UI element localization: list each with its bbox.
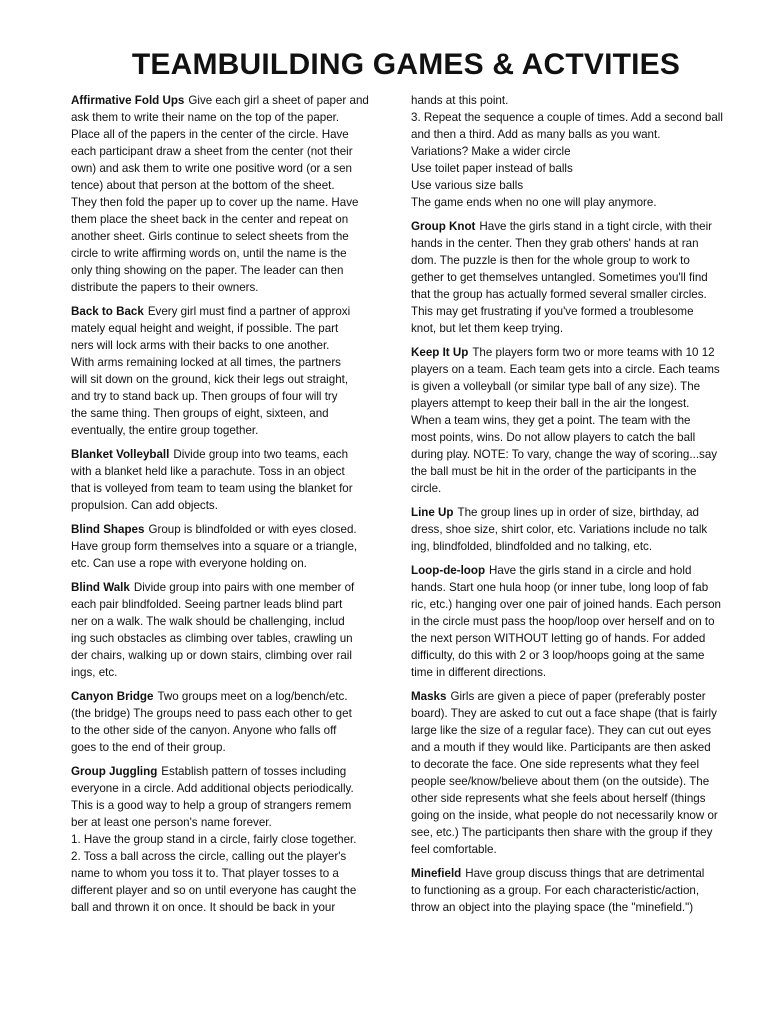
activity-text-line: gether to get themselves untangled. Sometimes you'll find	[411, 271, 708, 284]
continued-text-line: hands at this point.	[411, 94, 509, 107]
activity-text-line: another sheet. Girls continue to select sheets from the	[71, 230, 349, 243]
activity-description: Two groups meet on a log/bench/etc.	[157, 690, 348, 703]
activity-text-line: ners will lock arms with their backs to one another.	[71, 339, 330, 352]
activity-text-line: people see/know/believe about them (on the outside). The	[411, 775, 710, 788]
activity-description: The group lines up in order of size, birthday, ad	[457, 506, 699, 519]
activity-text-line: knot, but let them keep trying.	[411, 322, 564, 335]
continued-text-line: Variations? Make a wider circle	[411, 145, 571, 158]
activity-text-line: that the group has actually formed several smaller circles.	[411, 288, 707, 301]
activity-text-line: circle.	[411, 482, 442, 495]
activity-text-line	[411, 562, 741, 579]
activity-text-line: board). They are asked to cut out a face shape (that is fairly	[411, 707, 717, 720]
activity-text-line: ings, etc.	[71, 666, 118, 679]
activity-text-line	[71, 446, 383, 463]
activity-term: Masks	[411, 690, 447, 703]
activity-description: Group is blindfolded or with eyes closed.	[148, 523, 357, 536]
activity-description: Establish pattern of tosses including	[161, 765, 347, 778]
activity-text-line	[411, 865, 741, 882]
activity-text-line: is given a volleyball (or similar type ball of any size). The	[411, 380, 701, 393]
activity-term: Line Up	[411, 506, 454, 519]
activity-text-line: mately equal height and weight, if possible. The part	[71, 322, 339, 335]
activity-term: Canyon Bridge	[71, 690, 154, 703]
activity-text-line: the same thing. Then groups of eight, sixteen, and	[71, 407, 329, 420]
activity-description: Divide group into two teams, each	[173, 448, 349, 461]
activity-text-line: throw an object into the playing space (the "minefield.")	[411, 901, 694, 914]
activity-term: Group Knot	[411, 220, 476, 233]
activity-text-line: to decorate the face. One side represents what they feel	[411, 758, 700, 771]
activity-text-line: tence) about that person at the bottom of the sheet.	[71, 179, 335, 192]
activity-text-line: hands. Start one hula hoop (or inner tube, long loop of fab	[411, 581, 709, 594]
activity-blind-shapes	[71, 521, 383, 572]
activity-text-line: hands in the center. Then they grab others' hands at ran	[411, 237, 699, 250]
activity-text-line	[411, 344, 741, 361]
activity-text-line: time in different directions.	[411, 666, 547, 679]
activity-text-line: goes to the end of their group.	[71, 741, 226, 754]
activity-text-line: etc. Can use a rope with everyone holding on.	[71, 557, 307, 570]
activity-term: Blind Walk	[71, 581, 130, 594]
activity-text-line: 2. Toss a ball across the circle, calling out the player's	[71, 850, 347, 863]
activity-keep-it-up	[411, 344, 741, 497]
activity-term: Affirmative Fold Ups	[71, 94, 185, 107]
activity-text-line: (the bridge) The groups need to pass each other to get	[71, 707, 352, 720]
activity-text-line: ing, blindfolded, blindfolded and no talking, etc.	[411, 540, 653, 553]
activity-line-up	[411, 504, 741, 555]
activity-text-line: during play. NOTE: To vary, change the way of scoring...say	[411, 448, 718, 461]
activity-text-line: ner on a walk. The walk should be challenging, includ	[71, 615, 345, 628]
activity-text-line: them place the sheet back in the center and repeat on	[71, 213, 349, 226]
activity-text-line: With arms remaining locked at all times, the partners	[71, 356, 341, 369]
activity-text-line: der chairs, walking up or down stairs, climbing over rail	[71, 649, 352, 662]
continued-text-line: Use various size balls	[411, 179, 524, 192]
activity-text-line: each pair blindfolded. Seeing partner leads blind part	[71, 598, 343, 611]
activity-text-line: different player and so on until everyone has caught the	[71, 884, 357, 897]
activity-description: Girls are given a piece of paper (preferably poster	[450, 690, 706, 703]
activity-text-line: propulsion. Can add objects.	[71, 499, 218, 512]
activity-text-line: When a team wins, they get a point. The team with the	[411, 414, 691, 427]
activity-text-line: each participant draw a sheet from the center (not their	[71, 145, 353, 158]
activity-term: Back to Back	[71, 305, 144, 318]
continued-text	[411, 92, 741, 211]
activity-text-line: everyone in a circle. Add additional objects periodically.	[71, 782, 354, 795]
activity-text-line: ing such obstacles as climbing over tables, crawling un	[71, 632, 353, 645]
activity-text-line: players attempt to keep their ball in the air the longest.	[411, 397, 690, 410]
activity-text-line: name to whom you toss it to. That player tosses to a	[71, 867, 339, 880]
activity-blanket-volleyball	[71, 446, 383, 514]
activity-text-line	[411, 218, 741, 235]
activity-text-line: 1. Have the group stand in a circle, fairly close together.	[71, 833, 357, 846]
activity-text-line: to the other side of the canyon. Anyone who falls off	[71, 724, 337, 737]
activity-text-line: ask them to write their name on the top of the paper.	[71, 111, 340, 124]
activity-text-line: dress, shoe size, shirt color, etc. Variations include no talk	[411, 523, 708, 536]
activity-term: Blind Shapes	[71, 523, 145, 536]
activity-masks	[411, 688, 741, 858]
activity-text-line: distribute the papers to their owners.	[71, 281, 259, 294]
activity-text-line: in the circle must pass the hoop/loop over herself and on to	[411, 615, 715, 628]
activity-text-line	[411, 688, 741, 705]
activity-blind-walk	[71, 579, 383, 681]
activity-text-line: own) and ask them to write one positive word (or a sen	[71, 162, 352, 175]
activity-description: Divide group into pairs with one member of	[133, 581, 355, 594]
activity-description: Have group discuss things that are detrimental	[465, 867, 705, 880]
activity-text-line	[71, 763, 383, 780]
activity-text-line: Have group form themselves into a square or a triangle,	[71, 540, 358, 553]
activity-description: Give each girl a sheet of paper and	[188, 94, 369, 107]
activity-description: Every girl must find a partner of approxi	[147, 305, 351, 318]
activity-text-line: and a mouth if they would like. Participants are then asked	[411, 741, 711, 754]
activity-text-line: dom. The puzzle is then for the whole group to work to	[411, 254, 690, 267]
activity-text-line: only thing showing on the paper. The leader can then	[71, 264, 344, 277]
continued-text-line: The game ends when no one will play anymore.	[411, 196, 657, 209]
activity-text-line	[71, 303, 383, 320]
activity-text-line: other side represents what she feels about herself (things	[411, 792, 706, 805]
activity-loop-de-loop	[411, 562, 741, 681]
activity-text-line: This is a good way to help a group of strangers remem	[71, 799, 352, 812]
activity-text-line	[411, 504, 741, 521]
activity-text-line: difficulty, do this with 2 or 3 loop/hoops going at the same	[411, 649, 705, 662]
activity-text-line	[71, 521, 383, 538]
continued-text-line: and then a third. Add as many balls as you want.	[411, 128, 661, 141]
activity-text-line: most points, wins. Do not allow players to catch the ball	[411, 431, 696, 444]
activity-text-line: with a blanket held like a parachute. Toss in an object	[71, 465, 345, 478]
activity-text-line: ber at least one person's name forever.	[71, 816, 272, 829]
activity-text-line: circle to write affirming words on, until the name is the	[71, 247, 347, 260]
activity-description: Have the girls stand in a circle and hold	[489, 564, 692, 577]
activity-text-line: eventually, the entire group together.	[71, 424, 259, 437]
activity-text-line: large like the size of a regular face). They can cut out eyes	[411, 724, 712, 737]
activity-description: Have the girls stand in a tight circle, with their	[479, 220, 713, 233]
activity-text-line: the ball must be hit in the order of the participants in the	[411, 465, 697, 478]
page-title: TEAMBUILDING GAMES & ACTVITIES	[131, 48, 681, 81]
activity-text-line: to functioning as a group. For each characteristic/action,	[411, 884, 700, 897]
activity-text-line: going on the inside, what people do not necessarily know or	[411, 809, 718, 822]
activity-term: Group Juggling	[71, 765, 158, 778]
activity-affirmative-fold-ups	[71, 92, 383, 296]
activity-term: Keep It Up	[411, 346, 469, 359]
activity-text-line: ric, etc.) hanging over one pair of joined hands. Each person	[411, 598, 722, 611]
right-column	[411, 92, 741, 923]
activity-text-line: see, etc.) The participants then share with the group if they	[411, 826, 713, 839]
activity-text-line: This may get frustrating if you've formed a troublesome	[411, 305, 694, 318]
activity-term: Blanket Volleyball	[71, 448, 170, 461]
activity-back-to-back	[71, 303, 383, 439]
activity-term: Minefield	[411, 867, 462, 880]
activity-term: Loop-de-loop	[411, 564, 486, 577]
activity-text-line: ball and thrown it on once. It should be back in your	[71, 901, 336, 914]
continued-text-line: 3. Repeat the sequence a couple of times. Add a second ball	[411, 111, 723, 124]
activity-minefield	[411, 865, 741, 916]
activity-canyon-bridge	[71, 688, 383, 756]
activity-text-line: the next person WITHOUT letting go of hands. For added	[411, 632, 706, 645]
activity-text-line: Place all of the papers in the center of the circle. Have	[71, 128, 349, 141]
continued-text-line: Use toilet paper instead of balls	[411, 162, 573, 175]
activity-text-line: They then fold the paper up to cover up the name. Have	[71, 196, 359, 209]
left-column	[71, 92, 383, 923]
activity-text-line	[71, 92, 383, 109]
activity-group-knot	[411, 218, 741, 337]
activity-description: The players form two or more teams with 10 12	[472, 346, 715, 359]
activity-text-line: and try to stand back up. Then groups of four will try	[71, 390, 338, 403]
activity-text-line	[71, 688, 383, 705]
activity-text-line: players on a team. Each team gets into a circle. Each teams	[411, 363, 720, 376]
activity-text-line: that is volleyed from team to team using the blanket for	[71, 482, 353, 495]
activity-text-line	[71, 579, 383, 596]
activity-text-line: will sit down on the ground, kick their legs out straight,	[71, 373, 349, 386]
activity-text-line: feel comfortable.	[411, 843, 497, 856]
activity-group-juggling	[71, 763, 383, 916]
